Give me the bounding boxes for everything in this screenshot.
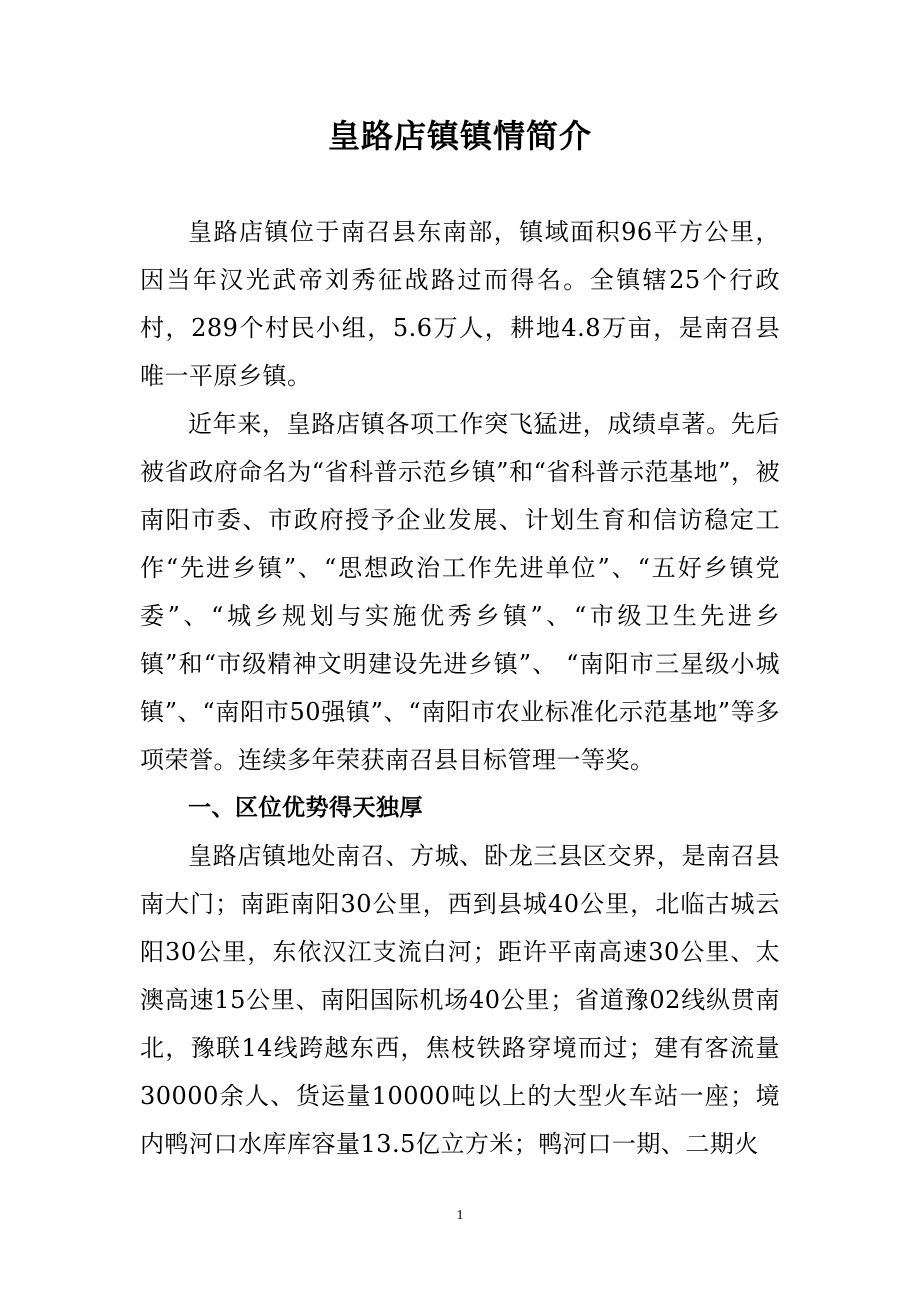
paragraph-overview: 皇路店镇位于南召县东南部，镇域面积96平方公里，因当年汉光武帝刘秀征战路过而得名。全镇辖25个行政村，289个村民小组，5.6万人，耕地4.8万亩，是南召县唯一平原乡镇。 bbox=[140, 218, 780, 390]
paragraph-location: 皇路店镇地处南召、方城、卧龙三县区交界，是南召县南大门；南距南阳30公里，西到县城40公里，北临古城云阳30公里，东依汉江支流白河；距许平南高速30公里、太澳高速15公里、南阳国际机场40公里；省道豫02线纵贯南北，豫联14线跨越东西，焦枝铁路穿境而过；建有客流量30000余人、货运量10000吨以上的大型火车站一座；境内鸭河口水库库容量13.5亿立方米；鸭河口一期、二期火 bbox=[140, 842, 780, 1158]
document-body bbox=[140, 208, 780, 1168]
document-title: 皇路店镇镇情简介 bbox=[327, 117, 592, 155]
section-heading: 一、区位优势得天独厚 bbox=[188, 795, 423, 821]
paragraph-honors: 近年来，皇路店镇各项工作突飞猛进，成绩卓著。先后被省政府命名为“省科普示范乡镇”和“省科普示范基地”，被南阳市委、市政府授予企业发展、计划生育和信访稳定工作“先进乡镇”、“思想政治工作先进单位”、“五好乡镇党委”、“城乡规划与实施优秀乡镇”、“市级卫生先进乡镇”和“市级精神文明建设先进乡镇”、 “南阳市三星级小城镇”、“南阳市50强镇”、“南阳市农业标准化示范基地”等多项荣誉。连续多年荣获南召县目标管理一等奖。 bbox=[140, 410, 780, 774]
page-number: 1 bbox=[456, 1208, 464, 1223]
